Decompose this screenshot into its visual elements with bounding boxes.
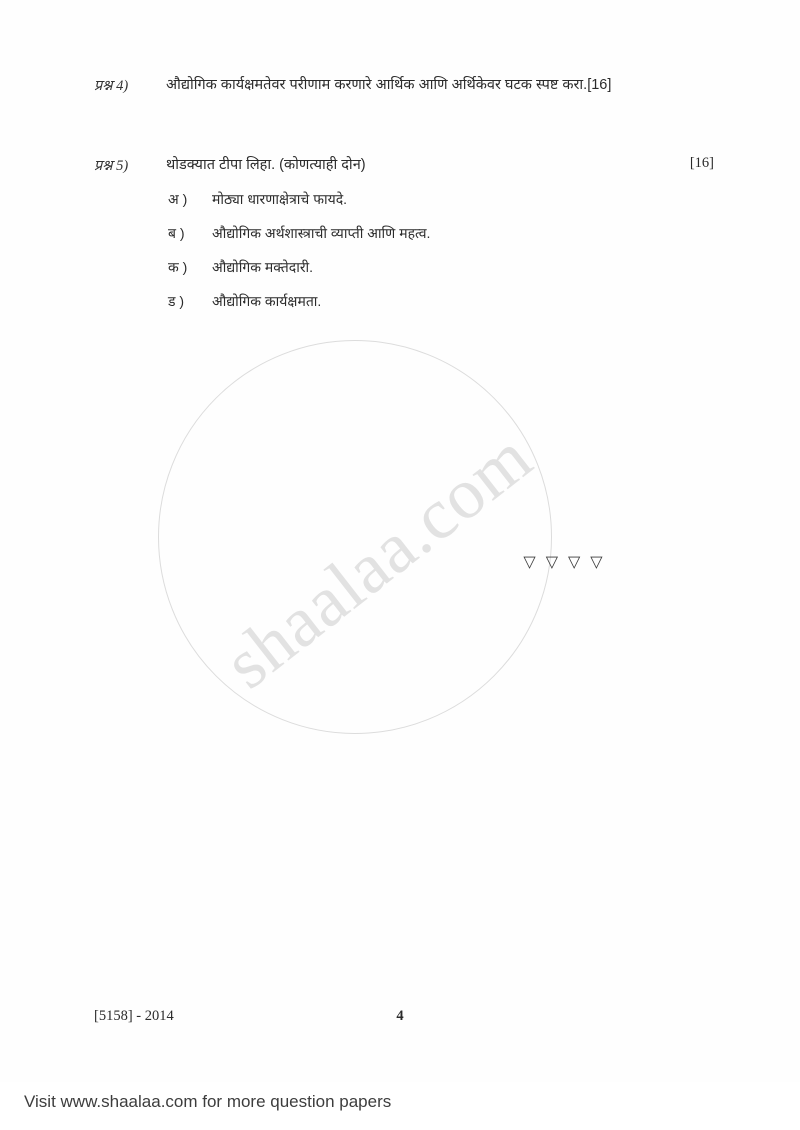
watermark-circle bbox=[158, 340, 552, 734]
question-5-row bbox=[94, 155, 714, 177]
list-item bbox=[168, 190, 708, 209]
list-item bbox=[168, 292, 708, 311]
end-of-paper-marker: ▽▽▽▽ bbox=[523, 552, 613, 571]
question-5-label: प्रश्न 5) bbox=[94, 158, 129, 174]
list-item bbox=[168, 258, 708, 277]
sub-question-letter: ब ) bbox=[168, 225, 185, 241]
question-4-text: औद्योगिक कार्यक्षमतेवर परीणाम करणारे आर्थिक आणि अर्थिकेवर घटक स्पष्ट करा.[16] bbox=[166, 77, 612, 93]
sub-question-letter: ड ) bbox=[168, 293, 185, 309]
question-5-text: थोडक्यात टीपा लिहा. (कोणत्याही दोन) bbox=[166, 157, 366, 173]
paper-code: [5158] - 2014 bbox=[94, 1008, 174, 1024]
question-4-row bbox=[94, 75, 714, 97]
question-4-label: प्रश्न 4) bbox=[94, 78, 129, 94]
sub-question-text: औद्योगिक मक्तेदारी. bbox=[212, 259, 314, 275]
sub-question-letter: क ) bbox=[168, 259, 188, 275]
sub-question-text: मोठ्या धारणाक्षेत्राचे फायदे. bbox=[212, 191, 348, 207]
bottom-bar-text: Visit www.shaalaa.com for more question papers bbox=[24, 1092, 392, 1111]
page-number: 4 bbox=[396, 1008, 404, 1024]
question-5-marks: [16] bbox=[689, 155, 714, 171]
sub-question-letter: अ ) bbox=[168, 191, 188, 207]
sub-question-text: औद्योगिक कार्यक्षमता. bbox=[212, 293, 322, 309]
list-item bbox=[168, 224, 708, 243]
watermark-text: shaalaa.com bbox=[209, 415, 547, 704]
sub-question-text: औद्योगिक अर्थशास्त्राची व्याप्ती आणि महत्व. bbox=[212, 225, 431, 241]
